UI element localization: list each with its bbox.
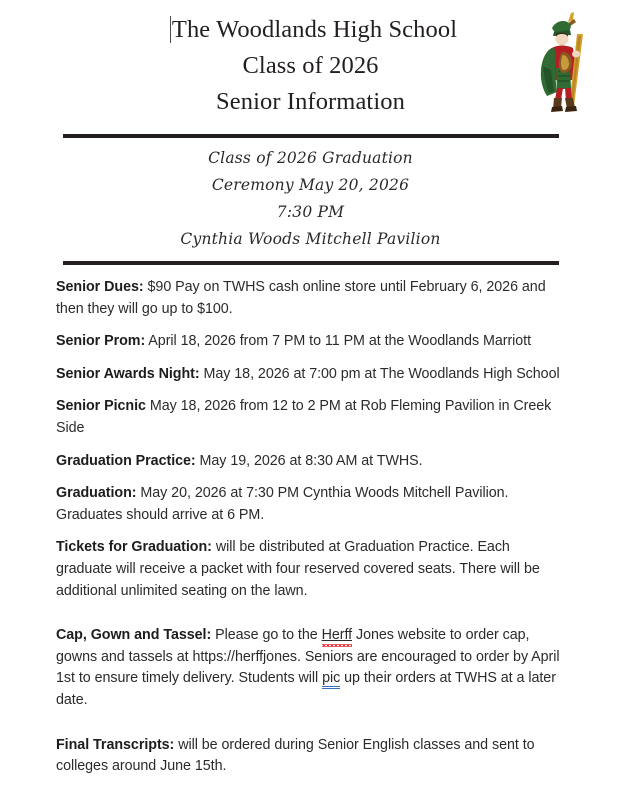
section-senior-picnic: [56, 396, 569, 439]
banner-line-1: Class of 2026 Graduation: [208, 149, 413, 167]
section-final-transcripts: [56, 735, 569, 778]
header-title-block: [0, 12, 621, 120]
banner-line-2: Ceremony May 20, 2026: [211, 176, 410, 194]
spellcheck-error-word[interactable]: Herff: [321, 627, 353, 644]
highlander-mascot-icon: [530, 8, 596, 114]
section-graduation-practice: [56, 451, 569, 473]
graduation-banner: [0, 138, 621, 255]
banner-line-3: 7:30 PM: [276, 203, 345, 221]
section-text: May 18, 2026 at 7:00 pm at The Woodlands High School: [199, 365, 560, 382]
section-text: $90 Pay on TWHS cash online store until February 6, 2026 and then they will go up to $100.: [56, 279, 546, 317]
page-title-line-2: Class of 2026: [242, 52, 379, 79]
section-label: Senior Picnic: [56, 398, 146, 415]
section-senior-dues: [56, 277, 569, 320]
section-text-part-1: Please go to the: [211, 627, 322, 644]
section-senior-prom: [56, 331, 569, 353]
section-text: April 18, 2026 from 7 PM to 11 PM at the Woodlands Marriott: [145, 333, 532, 350]
section-label: Senior Awards Night:: [56, 365, 200, 382]
grammar-error-word[interactable]: pic: [322, 670, 341, 687]
section-label: Graduation:: [56, 485, 137, 502]
section-label: Senior Prom:: [56, 333, 146, 350]
section-text: May 19, 2026 at 8:30 AM at TWHS.: [195, 452, 423, 469]
page-title-line-3: Senior Information: [216, 88, 405, 115]
section-label: Final Transcripts:: [56, 736, 175, 753]
text-caret: [170, 16, 171, 43]
section-label: Graduation Practice:: [56, 452, 196, 469]
section-senior-awards-night: [56, 364, 569, 386]
banner-line-4: Cynthia Woods Mitchell Pavilion: [180, 230, 441, 248]
section-text-part-2: Jones website to order cap, gowns and tassels at https://herffjones. Seniors are encouraged to order by April 1st to ensure timely delivery. Students will: [56, 627, 560, 687]
section-text-part-3: up their orders at TWHS at a later date.: [56, 670, 556, 708]
section-text: will be distributed at Graduation Practice. Each graduate will receive a packet with four reserved covered seats. There will be additional unlimited seating on the lawn.: [56, 539, 540, 599]
section-label: Tickets for Graduation:: [56, 539, 212, 556]
section-graduation: [56, 483, 569, 526]
document-body: [0, 265, 621, 778]
section-text: May 20, 2026 at 7:30 PM Cynthia Woods Mitchell Pavilion. Graduates should arrive at 6 PM.: [56, 485, 509, 523]
page-title-line-1: [0, 12, 621, 48]
section-text: May 18, 2026 from 12 to 2 PM at Rob Fleming Pavilion in Creek Side: [56, 398, 552, 436]
page-title-text-1: The Woodlands High School: [171, 16, 458, 43]
document-header: [0, 0, 621, 116]
section-label: Senior Dues:: [56, 279, 144, 295]
section-text: will be ordered during Senior English classes and sent to colleges around June 15th.: [56, 736, 535, 775]
section-tickets-for-graduation: [56, 537, 569, 602]
section-cap-gown-tassel: [56, 625, 569, 711]
section-label: Cap, Gown and Tassel:: [56, 627, 212, 644]
